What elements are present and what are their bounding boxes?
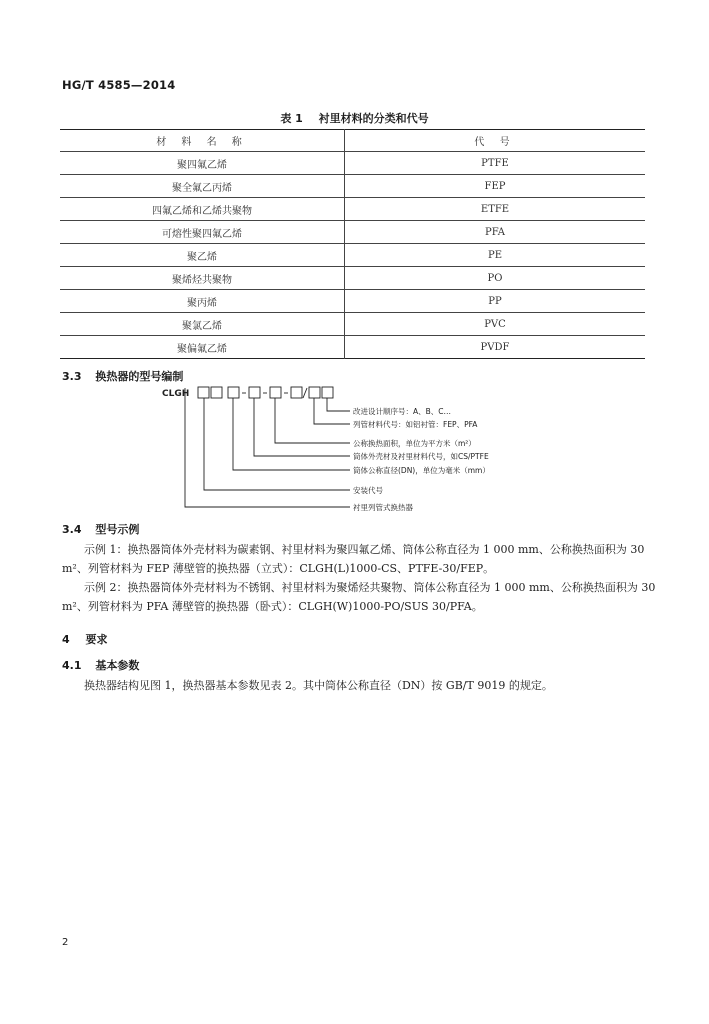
material-name: 聚偏氟乙烯 (60, 336, 345, 359)
label-exchanger-type: 衬里列管式换热器 (353, 503, 413, 512)
label-improvement-seq: 改进设计顺序号：A、B、C… (353, 407, 452, 416)
label-nominal-diameter: 筒体公称直径(DN)，单位为毫米（mm） (353, 466, 490, 475)
material-code: PTFE (345, 152, 646, 175)
section-title: 要求 (85, 633, 108, 646)
page-number: 2 (62, 937, 69, 948)
table-row (60, 244, 645, 267)
material-code: PFA (345, 221, 646, 244)
table-row (60, 313, 645, 336)
example-1: 示例 1：换热器筒体外壳材料为碳素钢、衬里材料为聚四氟乙烯、筒体公称直径为 1 000 mm、公称换热面积为 30 m²、列管材料为 FEP 薄壁管的换热器（立式）：CLGH(L)1000-CS、PTFE-30/FEP。 (62, 543, 645, 575)
section-3-4-heading (62, 521, 139, 537)
label-install-code: 安装代号 (353, 486, 383, 495)
material-name: 聚全氟乙丙烯 (60, 175, 345, 198)
header-code: 代 号 (345, 130, 646, 152)
table-row (60, 175, 645, 198)
table-row (60, 221, 645, 244)
doc-code-header: HG/T 4585—2014 (62, 78, 176, 92)
label-tube-material: 列管材料代号：如铝衬管：FEP、PFA (353, 420, 478, 429)
material-name: 聚四氟乙烯 (60, 152, 345, 175)
material-code: PVDF (480, 341, 510, 353)
section-title: 换热器的型号编制 (95, 370, 184, 383)
table-label: 表 1 (280, 112, 303, 125)
section-title: 型号示例 (95, 523, 140, 536)
table-header-row (60, 130, 645, 152)
table-title: 衬里材料的分类和代号 (318, 112, 429, 125)
section-4-heading (62, 631, 108, 647)
section-number: 3.4 (62, 523, 82, 536)
model-code-diagram (60, 382, 660, 522)
model-prefix: CLGH (162, 389, 190, 399)
material-name: 聚丙烯 (60, 290, 345, 313)
material-name: 四氟乙烯和乙烯共聚物 (60, 198, 345, 221)
section-number: 4.1 (62, 659, 82, 672)
section-number: 4 (62, 633, 70, 646)
material-code: ETFE (345, 198, 646, 221)
table-row (60, 152, 645, 175)
header-material-name: 材 料 名 称 (60, 130, 345, 152)
section-4-1-heading (62, 657, 139, 673)
material-code: PE (345, 244, 646, 267)
material-table (60, 129, 645, 359)
table-caption (0, 110, 709, 126)
material-code: PO (345, 267, 646, 290)
material-code: PP (345, 290, 646, 313)
material-name: 聚烯烃共聚物 (60, 267, 345, 290)
section-number: 3.3 (62, 370, 82, 383)
section-title: 基本参数 (95, 659, 140, 672)
table-row (60, 267, 645, 290)
example-2: 示例 2：换热器筒体外壳材料为不锈钢、衬里材料为聚烯烃共聚物、筒体公称直径为 1 000 mm、公称换热面积为 30 m²、列管材料为 PFA 薄壁管的换热器（卧式）：CLGH(W)1000-PO/SUS 30/PFA。 (62, 581, 656, 613)
table-row (60, 198, 645, 221)
material-name: 聚乙烯 (60, 244, 345, 267)
material-code: FEP (345, 175, 646, 198)
basic-params-body: 换热器结构见图 1，换热器基本参数见表 2。其中筒体公称直径（DN）按 GB/T 9019 的规定。 (84, 679, 553, 692)
material-name: 可熔性聚四氟乙烯 (60, 221, 345, 244)
material-name: 聚氯乙烯 (60, 313, 345, 336)
material-code: PVC (345, 313, 646, 336)
label-heat-area: 公称换热面积，单位为平方米（m²） (353, 439, 476, 448)
table-row (60, 290, 645, 313)
label-shell-lining-material: 筒体外壳材及衬里材料代号，如CS/PTFE (353, 452, 489, 461)
table-row (60, 336, 645, 359)
